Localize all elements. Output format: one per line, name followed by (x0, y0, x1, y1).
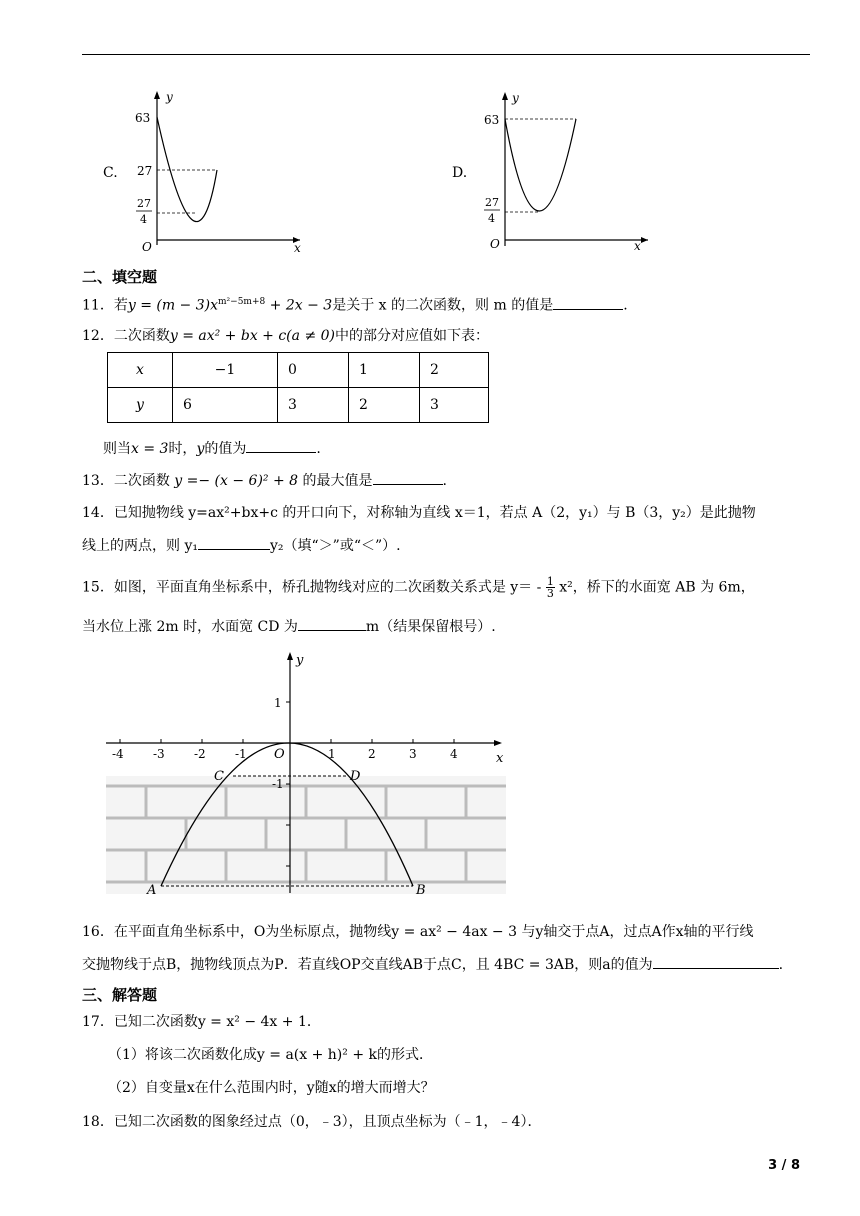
graph-c-origin: O (142, 240, 152, 254)
bridge-tick: -3 (153, 747, 165, 761)
point-d: D (350, 769, 361, 784)
bridge-tick: -4 (112, 747, 124, 761)
bridge-y-label: y (296, 653, 304, 668)
q18-number: 18． (82, 1114, 114, 1130)
q11-equation: y = (m − 3)x (127, 297, 219, 314)
graph-c-y-label: y (166, 90, 173, 104)
bridge-tick: -2 (194, 747, 206, 761)
q16-blank[interactable] (653, 954, 779, 969)
q13-equation: y =− (x − 6)² + 8 (174, 473, 299, 489)
table-cell: −1 (173, 353, 278, 388)
bridge-figure (100, 648, 512, 898)
graph-c-tick-63: 63 (135, 111, 151, 125)
graph-d-x-label: x (634, 239, 641, 253)
q11-blank[interactable] (553, 295, 623, 310)
graph-d-tick-27-4-den: 4 (488, 212, 495, 225)
q13-number: 13． (82, 473, 114, 489)
q15-blank[interactable] (298, 616, 366, 631)
graph-c-tick-27-4-num: 27 (137, 197, 151, 210)
table-y-label: y (136, 397, 144, 413)
option-c-label: C. (103, 165, 118, 181)
table-row (108, 388, 489, 423)
q12-number: 12． (82, 328, 114, 344)
table-cell: 3 (420, 388, 489, 423)
q17-number: 17． (82, 1014, 114, 1030)
question-18: 18．已知二次函数的图象经过点（0，﹣3），且顶点坐标为（﹣1，﹣4）． (82, 1114, 542, 1130)
q15-fraction: $\frac{1}{3}$ (546, 575, 554, 600)
table-cell: 0 (278, 353, 349, 388)
point-b: B (416, 883, 426, 898)
table-cell: 2 (420, 353, 489, 388)
bridge-origin: O (274, 747, 285, 762)
question-13: 13．二次函数 y =− (x − 6)² + 8 的最大值是 . (82, 470, 447, 491)
graph-d-tick-63: 63 (484, 113, 500, 127)
question-14-line2: 线上的两点，则 y₁ y₂（填“＞”或“＜”）. (82, 535, 401, 556)
q17-sub1: （1）将该二次函数化成y = a(x + h)² + k的形式． (108, 1047, 433, 1063)
table-cell: 2 (349, 388, 420, 423)
graph-d-curve (505, 119, 576, 211)
graph-c (130, 85, 310, 255)
q11-number: 11． (82, 297, 114, 314)
bridge-tick: 1 (328, 747, 336, 761)
section-solve: 三、解答题 (82, 986, 158, 1004)
graph-c-y-arrow (154, 91, 160, 99)
bridge-tick: 2 (368, 747, 376, 761)
table-cell: 1 (349, 353, 420, 388)
bridge-tick-neg1: -1 (272, 777, 284, 791)
table-cell: 6 (173, 388, 278, 423)
question-12: 12．二次函数y = ax² + bx + c(a ≠ 0)中的部分对应值如下表： (82, 328, 489, 344)
q12-value-table (107, 352, 489, 423)
point-c: C (214, 769, 224, 784)
question-11: 11．若$y = (m - 3)x^{m^2-5m+8} + 2x - 3$是关于 x 的二次函数，则 m 的值是 . (82, 292, 628, 316)
section-fill-in: 二、填空题 (82, 268, 158, 286)
bridge-tick: 4 (450, 747, 458, 761)
question-16: 16．在平面直角坐标系中，O为坐标原点，抛物线y = ax² − 4ax − 3 与y轴交于点A，过点A作x轴的平行线 (82, 924, 754, 940)
q14-number: 14． (82, 505, 114, 521)
question-15: 15．如图，平面直角坐标系中，桥孔抛物线对应的二次函数关系式是 y＝ - $\frac{1}{3}$ x²，桥下的水面宽 AB 为 6m， (82, 575, 755, 600)
q12-equation: y = ax² + bx + c(a ≠ 0) (169, 328, 335, 344)
graph-d-y-arrow (502, 92, 508, 100)
graph-d (478, 88, 658, 258)
graph-c-x-label: x (294, 241, 301, 255)
bridge-tick: 3 (409, 747, 417, 761)
question-14: 14．已知抛物线 y=ax²+bx+c 的开口向下，对称轴为直线 x＝1，若点 A（2，y₁）与 B（3，y₂）是此抛物 (82, 505, 756, 521)
option-d-label: D. (452, 165, 468, 181)
graph-c-curve (157, 117, 217, 222)
bridge-tick-1: 1 (274, 696, 282, 710)
graph-c-tick-27-4-den: 4 (140, 213, 147, 226)
graph-d-x-arrow (641, 237, 648, 243)
header-rule (82, 54, 810, 55)
table-cell: 3 (278, 388, 349, 423)
graph-d-y-label: y (512, 91, 519, 105)
table-row (108, 353, 489, 388)
graph-d-origin: O (490, 237, 500, 251)
q12-follow-up: 则当x = 3时，y的值为 . (103, 438, 321, 459)
q12-blank[interactable] (246, 438, 316, 453)
bridge-tick: -1 (235, 747, 247, 761)
question-17: 17．已知二次函数y = x² − 4x + 1． (82, 1014, 321, 1030)
q16-number: 16． (82, 924, 114, 940)
q14-blank[interactable] (198, 535, 270, 550)
bridge-x-label: x (496, 751, 504, 766)
point-a: A (147, 883, 157, 898)
table-x-label: x (136, 362, 144, 378)
q15-number: 15． (82, 579, 114, 596)
question-16-line2: 交抛物线于点B，抛物线顶点为P．若直线OP交直线AB于点C，且 4BC = 3AB，则a的值为 . (82, 954, 783, 975)
q11-exponent: m²−5m+8 (218, 297, 266, 307)
page-number: 3 / 8 (768, 1158, 800, 1173)
question-15-line2: 当水位上涨 2m 时，水面宽 CD 为 m（结果保留根号）. (82, 616, 496, 637)
graph-d-tick-27-4-num: 27 (485, 196, 499, 209)
graph-c-tick-27: 27 (137, 164, 153, 178)
q17-sub2: （2）自变量x在什么范围内时，y随x的增大而增大？ (108, 1080, 435, 1096)
q13-blank[interactable] (373, 470, 443, 485)
